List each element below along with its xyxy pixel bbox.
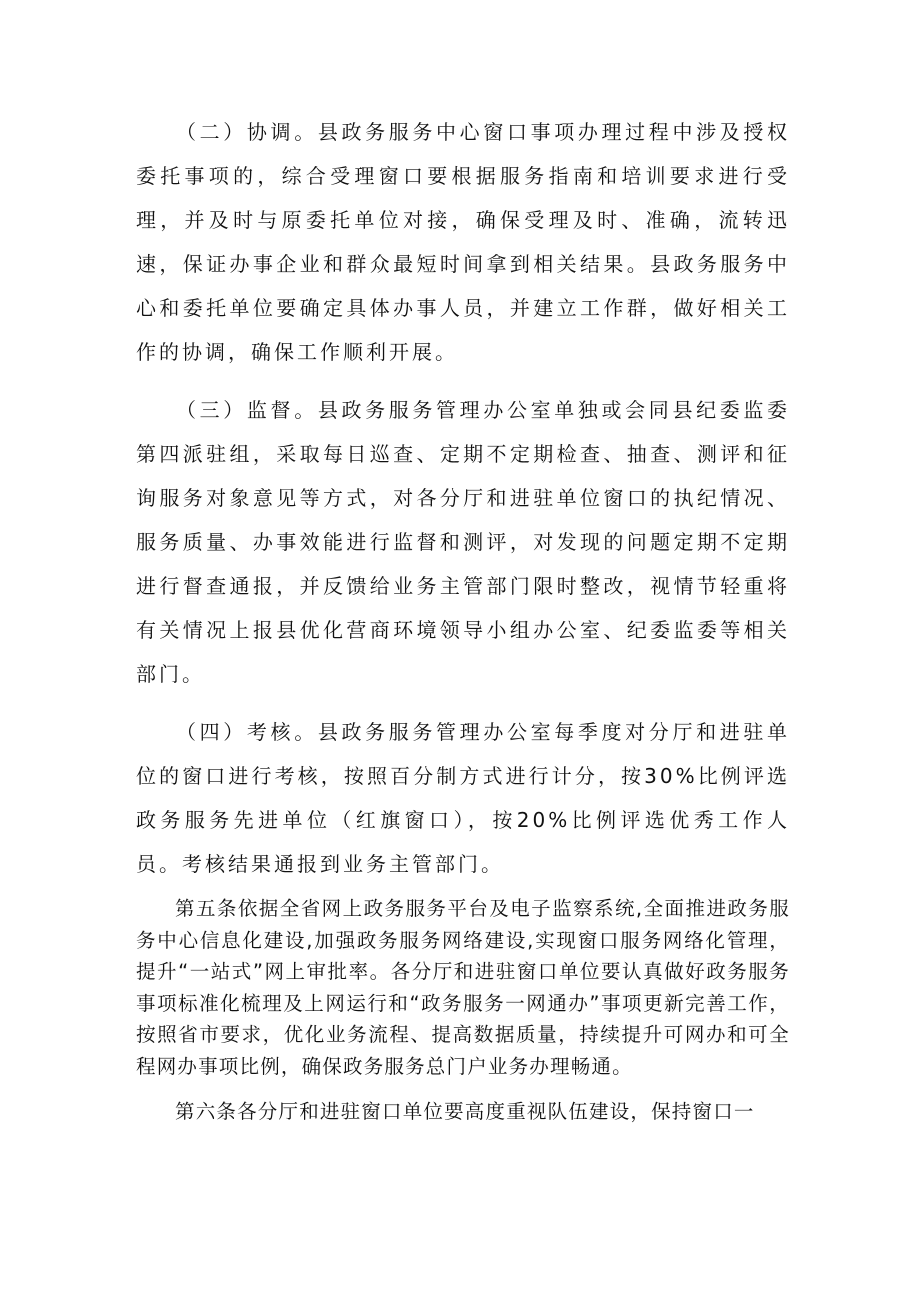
paragraph-supervision: （三）监督。县政务服务管理办公室单独或会同县纪委监委第四派驻组，采取每日巡查、定期不定期检查、抽查、测评和征询服务对象意见等方式，对各分厅和进驻单位窗口的执纪情况、服务质量、办事效能进行监督和测评，对发现的问题定期不定期进行督查通报，并反馈给业务主管部门限时整改，视情节轻重将有关情况上报县优化营商环境领导小组办公室、纪委监委等相关部门。 <box>136 398 790 686</box>
upper-section <box>136 110 790 886</box>
lower-section <box>136 893 790 1128</box>
paragraph-coordination: （二）协调。县政务服务中心窗口事项办理过程中涉及授权委托事项的，综合受理窗口要根据服务指南和培训要求进行受理，并及时与原委托单位对接，确保受理及时、准确，流转迅速，保证办事企业和群众最短时间拿到相关结果。县政务服务中心和委托单位要确定具体办事人员，并建立工作群，做好相关工作的协调，确保工作顺利开展。 <box>136 120 790 364</box>
paragraph-article-6: 第六条各分厅和进驻窗口单位要高度重视队伍建设，保持窗口一 <box>175 1100 755 1123</box>
paragraph-article-5: 第五条依据全省网上政务服务平台及电子监察系统,全面推进政务服务中心信息化建设,加强政务服务网络建设,实现窗口服务网络化管理，提升“一站式”网上审批率。各分厅和进驻窗口单位要认真做好政务服务事项标准化梳理及上网运行和“政务服务一网通办”事项更新完善工作，按照省市要求，优化业务流程、提高数据质量，持续提升可网办和可全程网办事项比例，确保政务服务总门户业务办理畅通。 <box>136 897 790 1078</box>
paragraph-assessment: （四）考核。县政务服务管理办公室每季度对分厅和进驻单位的窗口进行考核，按照百分制方式进行计分，按30%比例评选政务服务先进单位（红旗窗口），按20%比例评选优秀工作人员。考核结果通报到业务主管部门。 <box>136 720 790 876</box>
